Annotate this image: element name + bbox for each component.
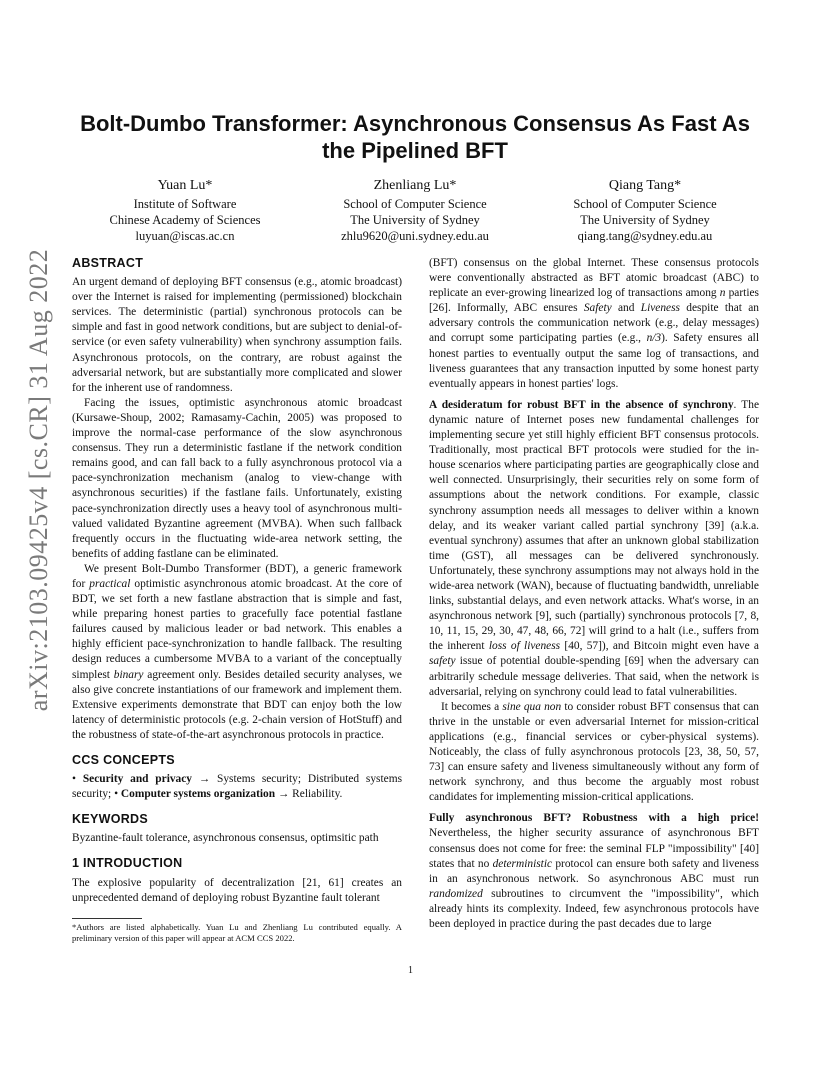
intro-paragraph: The explosive popularity of decentralization [21, 61] creates an unprecedented demand of deploying robust Byzantine fault tolerant (72, 876, 402, 904)
author-affiliation: The University of Sydney (350, 213, 480, 227)
abstract-paragraph: Facing the issues, optimistic asynchronous atomic broadcast (Kursawe-Shoup, 2002; Ramasamy-Cachin, 2005) was proposed to improve the normal-case performance of the slow asynchronous consensus. They run a deterministic fastlane if the network condition remains good, and can fall back to a fully asynchronous protocol via a pace-synchronization mechanism (analog to view-change with asynchronous securities) if the fastlane fails. Unfortunately, existing pace-synchronization directly uses a heavy tool of asynchronous multi-valued validated Byzantine agreement (MVBA). When such fallback frequently occurs in the fluctuating wide-area network setting, the benefits of adding fastlane can be eliminated. (72, 396, 402, 560)
author-affiliation: The University of Sydney (580, 213, 710, 227)
author-affiliation: School of Computer Science (573, 197, 717, 211)
abstract-paragraph: We present Bolt-Dumbo Transformer (BDT), a generic framework for practical optimistic asynchronous atomic broadcast. At the core of BDT, we set forth a new fastlane abstraction that is simple and fast, while preparing honest parties to gracefully face potential fastlane failures caused by malicious leader or bad network. This enables a highly efficient pace-synchronization to handle fallback. The resulting design reduces a cumbersome MVBA to a variant of the conceptually simplest binary agreement only. Besides detailed security analyses, we also give concrete instantiations of our framework and implement them. Extensive experiments demonstrate that BDT can enjoy both the low latency of deterministic protocols (e.g. 2-chain version of HotStuff) and the robustness of state-of-the-art asynchronous protocols in practice. (72, 562, 402, 741)
author-email: luyuan@iscas.ac.cn (135, 229, 235, 243)
paper-title (70, 110, 760, 164)
author-name: Yuan Lu* (157, 178, 213, 193)
author-block (70, 178, 760, 244)
body-paragraph: (BFT) consensus on the global Internet. These consensus protocols were conventionally abstracted as BFT atomic broadcast (ABC) to replicate an ever-growing linearized log of transactions among n parties [26]. Informally, ABC ensures Safety and Liveness despite that an adversary controls the communication network (e.g., delay messages) and corrupt some participating parties (e.g., n/3). Safety ensures all honest parties to eventually output the same log of transactions, and liveness guarantees that any transaction inputted by some honest party eventually appears in honest parties' logs. (429, 257, 759, 390)
arxiv-watermark (14, 248, 64, 712)
introduction-heading: 1 INTRODUCTION (72, 856, 183, 871)
right-column (429, 256, 759, 932)
footnote: *Authors are listed alphabetically. Yuan Lu and Zhenliang Lu contributed equally. A preliminary version of this paper will appear at ACM CCS 2022. (72, 921, 402, 943)
left-column (72, 256, 402, 944)
author-affiliation: School of Computer Science (343, 197, 487, 211)
title-line-1: Bolt-Dumbo Transformer: Asynchronous Consensus As Fast As (80, 111, 750, 136)
abstract-paragraph: An urgent demand of deploying BFT consensus (e.g., atomic broadcast) over the Internet is raised for implementing (permissioned) blockchain services. The deterministic (partial) synchronous protocols can be simple and fast in good network conditions, but are subject to denial-of-service (or even safety vulnerability) when synchrony assumption fails. Asynchronous protocols, on the contrary, are robust against the adversarial network, but are substantially more complicated and slower for the inherent use of randomness. (72, 276, 402, 394)
author-name: Zhenliang Lu* (373, 178, 457, 193)
body-paragraph: It becomes a sine qua non to consider robust BFT consensus that can thrive in the unstable or even adversarial Internet for mission-critical applications (e.g., financial services or cyber-physical systems). Noticeably, the class of fully asynchronous protocols [23, 38, 50, 57, 73] can ensure safety and liveness simultaneously without any form of network synchrony, and thus become the arguably most robust candidates for implementing mission-critical applications. (429, 700, 759, 804)
author-name: Qiang Tang* (608, 178, 682, 193)
author-1 (70, 178, 300, 244)
keywords-heading: KEYWORDS (72, 812, 149, 827)
author-email: zhlu9620@uni.sydney.edu.au (341, 229, 489, 243)
author-email: qiang.tang@sydney.edu.au (577, 229, 713, 243)
page-number: 1 (408, 965, 413, 976)
keywords-text: Byzantine-fault tolerance, asynchronous consensus, optimsitic path (72, 832, 379, 845)
ccs-heading: CCS CONCEPTS (72, 753, 175, 767)
author-3 (530, 178, 760, 244)
arxiv-id: arXiv:2103.09425v4 [cs.CR] 31 Aug 2022 (24, 248, 54, 712)
body-paragraph: A desideratum for robust BFT in the absence of synchrony. The dynamic nature of Internet poses new fundamental challenges for implementing secure yet still highly efficient BFT consensus protocols. Traditionally, most practical BFT protocols were studied for the in-house scenarios where participating parties are geographically close and well connected. Unsurprisingly, their securities rely on some form of assumptions about the network conditions. For example, classic synchrony assumption needs all messages to deliver within a known delay, and its weaker variant called partial synchrony [39] (a.k.a. eventual synchrony) assumes that after an unknown global stabilization time (GST), all messages can be delivered synchronously. Unfortunately, these synchrony assumptions may not always hold in the wide-area network (WAN), because of fluctuating bandwidth, unreliable links, substantial delays, and even network attacks. What's worse, in an asynchronous network [9], such (partially) synchronous protocols [7, 8, 10, 11, 15, 29, 30, 47, 48, 66, 72] will grind to a halt (i.e., suffers from the inherent loss of liveness [40, 57]), and Bitcoin might even have a safety issue of potential double-spending [69] when the adversary can arbitrarily schedule message deliveries. That said, when the network is adversarial, relying on synchrony could lead to fatal vulnerabilities. (429, 398, 759, 698)
footnote-rule (72, 918, 142, 919)
title-line-2: the Pipelined BFT (322, 138, 508, 163)
ccs-concepts: • Security and privacy → Systems security; Distributed systems security; • Computer systems organization → Reliability. (72, 773, 402, 801)
body-paragraph: Fully asynchronous BFT? Robustness with a high price! Nevertheless, the higher security assurance of asynchronous BFT consensus does not come for free: the seminal FLP "impossibility" [40] states that no deterministic protocol can ensure both safety and liveness in an asynchronous network. So asynchronous ABC must run randomized subroutines to circumvent the "impossibility", which already hints its complexity. Indeed, few asynchronous protocols have been deployed in practice during the past decades due to large (429, 812, 759, 931)
author-affiliation: Institute of Software (133, 197, 237, 211)
author-2 (300, 178, 530, 244)
author-affiliation: Chinese Academy of Sciences (109, 213, 261, 227)
abstract-heading: ABSTRACT (72, 256, 144, 270)
